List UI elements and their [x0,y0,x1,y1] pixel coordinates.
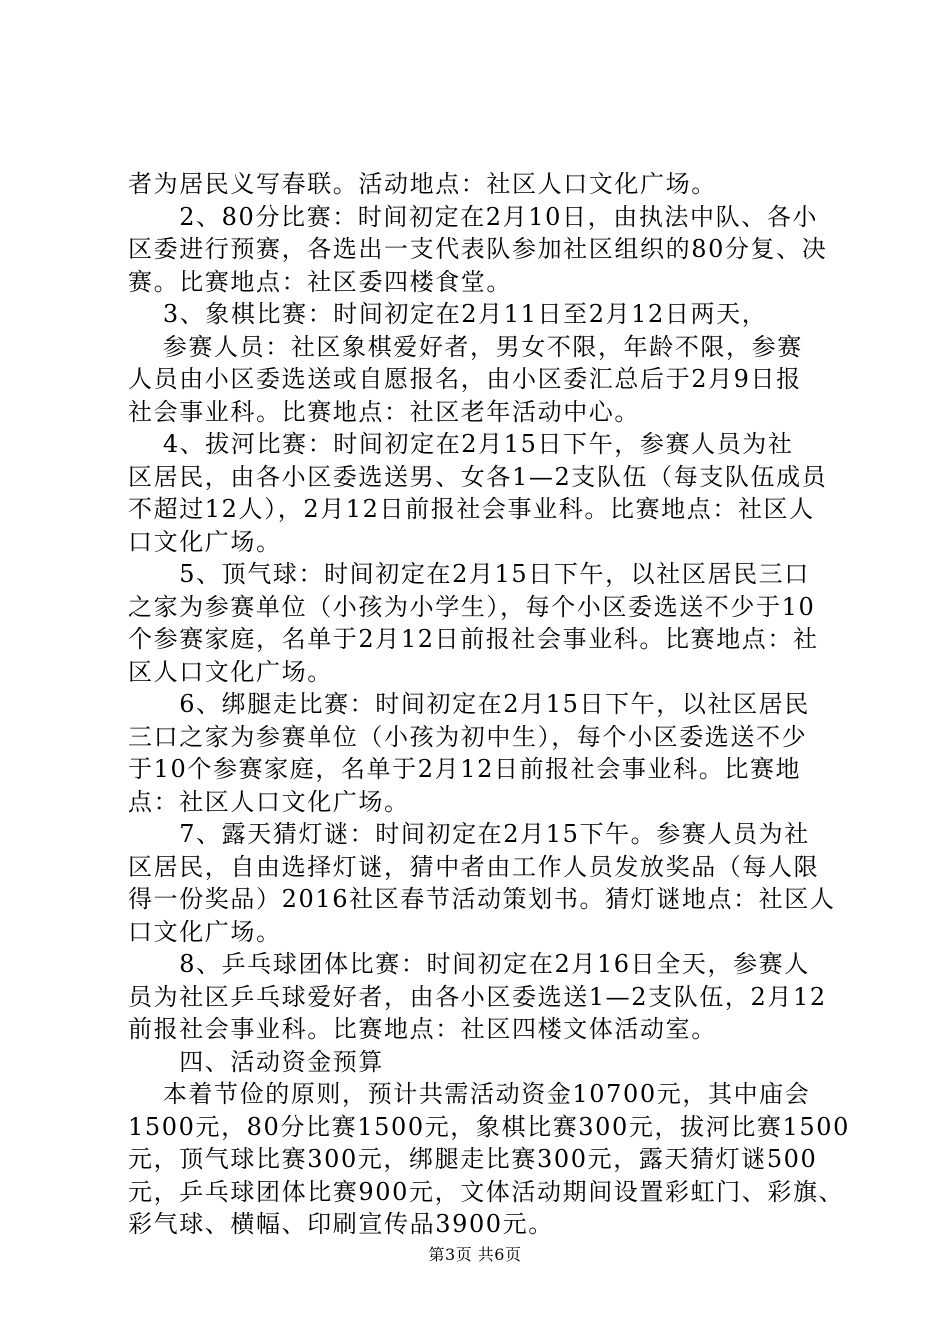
text-line: 区居民，由各小区委选送男、女各1—2支队伍（每支队伍成员 [128,462,828,491]
text-line: 参赛人员：社区象棋爱好者，男女不限，年龄不限，参赛 [128,332,803,361]
text-line: 不超过12人），2月12日前报社会事业科。比赛地点：社区人 [128,495,815,523]
text-line: 于10个参赛家庭，名单于2月12日前报社会事业科。比赛地 [128,755,802,783]
text-line: 之家为参赛单位（小孩为小学生），每个小区委选送不少于10 [128,592,816,621]
text-line: 人员由小区委选送或自愿报名，由小区委汇总后于2月9日报 [128,365,802,393]
text-line: 口文化广场。 [128,527,282,556]
text-line: 区委进行预赛，各选出一支代表队参加社区组织的80分复、决 [128,235,828,263]
page-number-footer: 第3页 共6页 [428,1245,522,1264]
text-line: 三口之家为参赛单位（小孩为初中生），每个小区委选送不少 [128,722,808,751]
text-line: 彩气球、横幅、印刷宣传品3900元。 [128,1210,554,1238]
text-line: 个参赛家庭，名单于2月12日前报社会事业科。比赛地点：社 [128,625,819,653]
text-line: 元，乒乓球团体比赛900元，文体活动期间设置彩虹门、彩旗、 [128,1177,845,1206]
text-line: 者为居民义写春联。活动地点：社区人口文化广场。 [128,170,717,198]
text-line: 本着节俭的原则，预计共需活动资金10700元，其中庙会 [128,1080,811,1108]
text-line: 8、乒乓球团体比赛：时间初定在2月16日全天，参赛人 [128,950,810,978]
text-line: 社会事业科。比赛地点：社区老年活动中心。 [128,397,640,426]
text-line: 1500元，80分比赛1500元，象棋比赛300元，拔河比赛1500 [128,1112,850,1141]
text-line: 6、绑腿走比赛：时间初定在2月15日下午，以社区居民 [128,690,810,718]
text-line: 四、活动资金预算 [128,1047,384,1076]
text-line: 区居民，自由选择灯谜，猜中者由工作人员发放奖品（每人限 [128,852,820,881]
text-line: 4、拔河比赛：时间初定在2月15日下午，参赛人员为社 [128,430,794,458]
text-line: 前报社会事业科。比赛地点：社区四楼文体活动室。 [128,1015,717,1043]
text-line: 5、顶气球：时间初定在2月15日下午，以社区居民三口 [128,560,810,588]
text-line: 口文化广场。 [128,917,282,946]
text-line: 7、露天猜灯谜：时间初定在2月15下午。参赛人员为社 [128,820,810,848]
text-line: 区人口文化广场。 [128,657,333,686]
document-body [128,168,850,1241]
text-line: 员为社区乒乓球爱好者，由各小区委选送1—2支队伍，2月12 [128,982,827,1011]
text-line: 赛。比赛地点：社区委四楼食堂。 [128,267,512,296]
text-line: 3、象棋比赛：时间初定在2月11日至2月12日两天， [128,300,768,328]
text-line: 得一份奖品）2016社区春节活动策划书。猜灯谜地点：社区人 [128,885,836,913]
text-line: 元，顶气球比赛300元，绑腿走比赛300元，露天猜灯谜500 [128,1145,818,1173]
text-line: 点：社区人口文化广场。 [128,787,410,816]
text-line: 2、80分比赛：时间初定在2月10日，由执法中队、各小 [128,202,819,231]
